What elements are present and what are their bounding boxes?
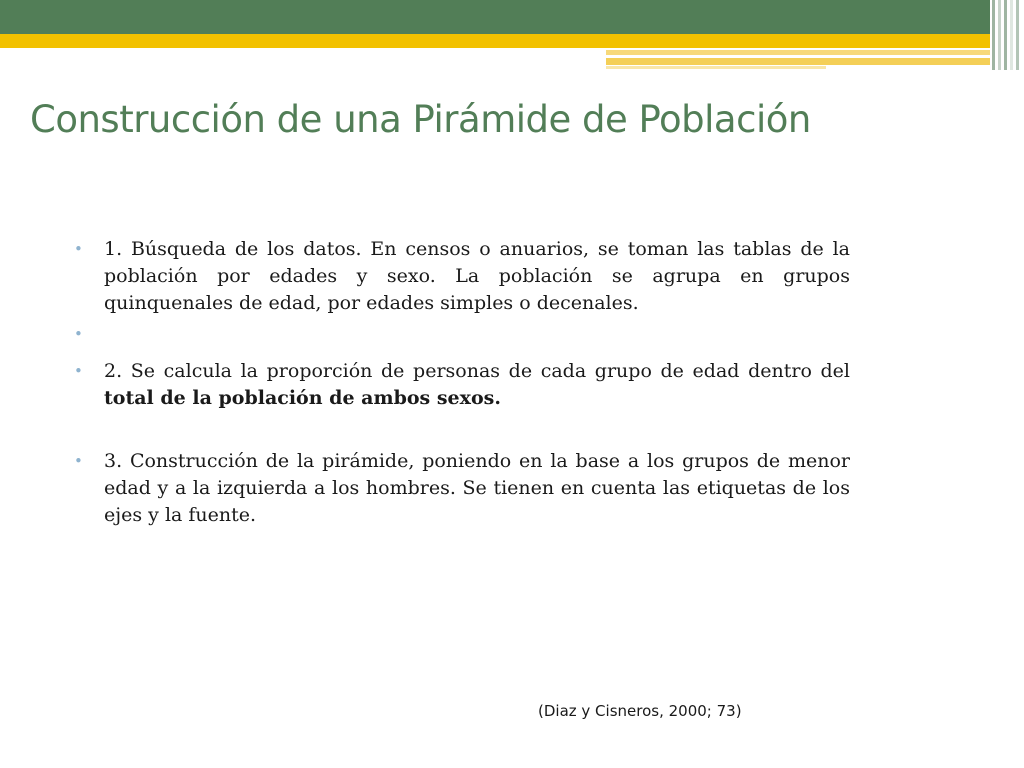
bullet-text: 1. Búsqueda de los datos. En censos o anuarios, se toman las tablas de la población por edades y sexo. La población se agrupa en grupos quinquenales de edad, por edades simples o decenales. [104,238,850,314]
bullet-item [70,236,850,317]
citation: (Diaz y Cisneros, 2000; 73) [538,702,742,720]
header-green-band [0,0,990,34]
stripe [1010,0,1013,70]
bullet-text: 3. Construcción de la pirámide, poniendo en la base a los grupos de menor edad y a la izquierda a los hombres. Se tienen en cuenta las etiquetas de los ejes y la fuente. [104,450,850,526]
stripe [998,0,1001,70]
bullet-text: 2. Se calcula la proporción de personas de cada grupo de edad dentro del [104,360,850,382]
bullet-dot-icon: • [74,362,83,380]
bullet-item [70,321,850,348]
header-right-stripes [990,0,1024,70]
bullet-item [70,448,850,529]
bullet-dot-icon: • [74,240,83,258]
slide-title: Construcción de una Pirámide de Población [30,98,811,141]
stripe [992,0,995,70]
bullet-dot-icon: • [74,452,83,470]
stripe [1016,0,1019,70]
stripe [1004,0,1007,70]
bullet-list [70,236,850,529]
header-gold-line [606,58,990,65]
bullet-bold-text: total de la población de ambos sexos. [104,387,501,409]
header-gold-line [606,50,990,55]
bullet-dot-icon: • [74,325,83,343]
bullet-item [70,358,850,412]
header-gold-line [606,66,826,69]
header-gold-band [0,34,990,48]
